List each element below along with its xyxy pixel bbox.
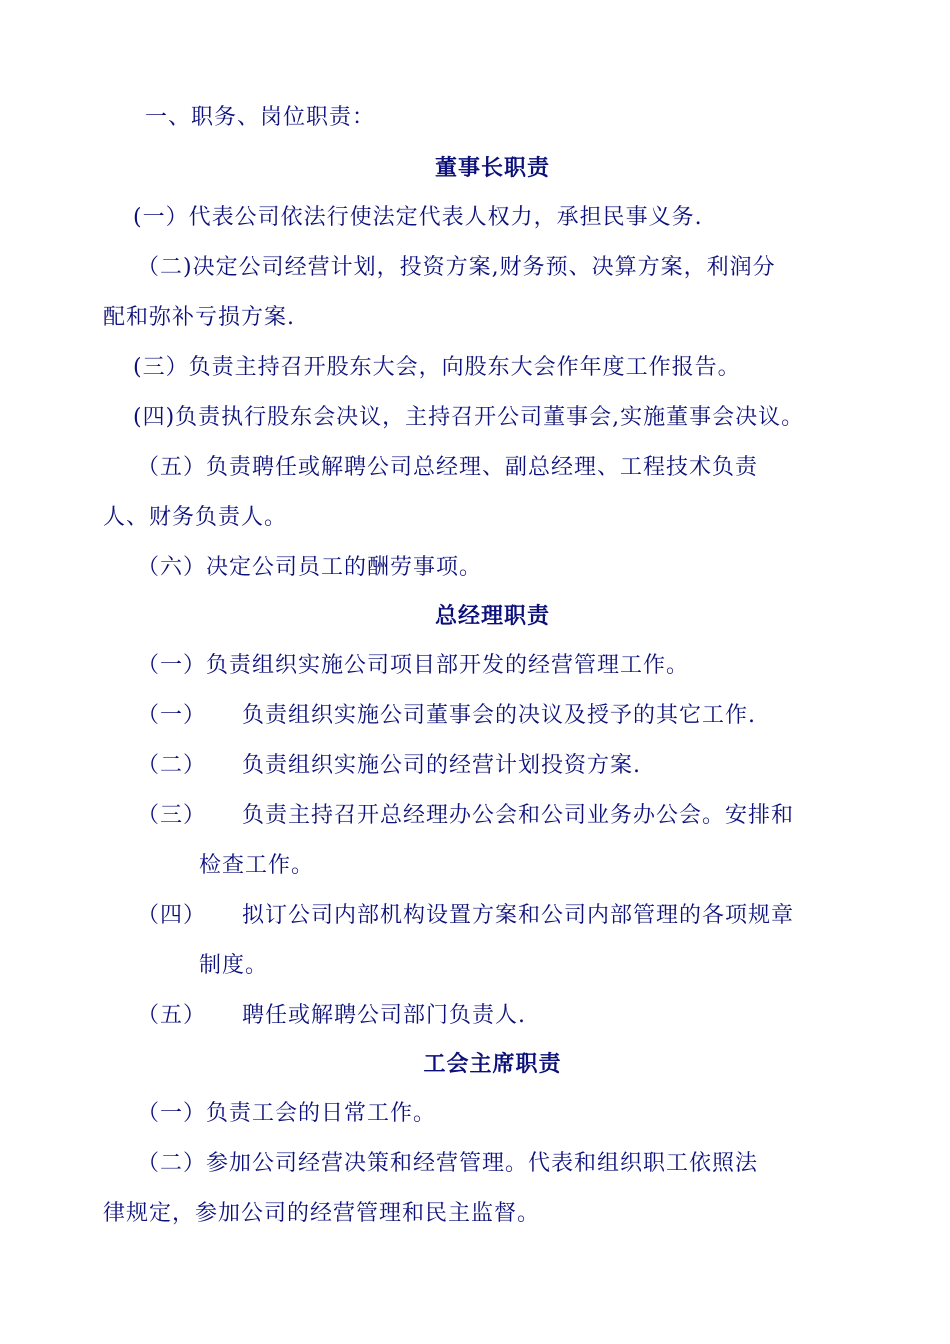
gm-section-title: 总经理职责 [434,603,550,629]
gm-item-text: 负责主持召开总经理办公会和公司业务办公会。安排和 [242,803,795,828]
union-item-continuation: 律规定，参加公司的经营管理和民主监督。 [103,1201,541,1226]
chairman-item-continuation: 配和弥补亏损方案. [103,305,295,330]
gm-item: （一）负责组织实施公司项目部开发的经营管理工作。 [137,653,690,678]
gm-item [137,901,794,931]
chairman-item: （二)决定公司经营计划，投资方案,财务预、决算方案，利润分 [137,255,776,280]
intro-heading: 一、职务、岗位职责： [145,105,376,130]
gm-item [137,701,756,731]
gm-item-number: （三） [137,803,207,828]
gm-item-number: （四） [137,903,207,928]
union-section-title: 工会主席职责 [423,1051,562,1077]
gm-item-text: 拟订公司内部机构设置方案和公司内部管理的各项规章 [242,903,795,928]
gm-item [137,1001,526,1031]
gm-item-continuation: 检查工作。 [199,853,315,878]
chairman-item: (三）负责主持召开股东大会，向股东大会作年度工作报告。 [133,355,741,380]
chairman-item: （六）决定公司员工的酬劳事项。 [137,555,483,580]
chairman-section-title: 董事长职责 [434,155,550,181]
gm-item [137,751,641,781]
chairman-item: (一）代表公司依法行使法定代表人权力，承担民事义务. [133,205,703,230]
gm-item-number: （一） [137,703,207,728]
gm-item-number: （五） [137,1003,207,1028]
union-item: （一）负责工会的日常工作。 [137,1101,437,1126]
union-item: （二）参加公司经营决策和经营管理。代表和组织职工依照法 [137,1151,759,1176]
gm-item-text: 负责组织实施公司的经营计划投资方案. [242,753,642,778]
gm-item-text: 负责组织实施公司董事会的决议及授予的其它工作. [242,703,757,728]
chairman-item: （五）负责聘任或解聘公司总经理、副总经理、工程技术负责 [137,455,759,480]
gm-item-continuation: 制度。 [199,953,269,978]
gm-item [137,801,794,831]
chairman-item: (四)负责执行股东会决议，主持召开公司董事会,实施董事会决议。 [133,405,805,430]
chairman-item-continuation: 人、财务负责人。 [103,505,288,530]
gm-item-number: （二） [137,753,207,778]
gm-item-text: 聘任或解聘公司部门负责人. [242,1003,527,1028]
